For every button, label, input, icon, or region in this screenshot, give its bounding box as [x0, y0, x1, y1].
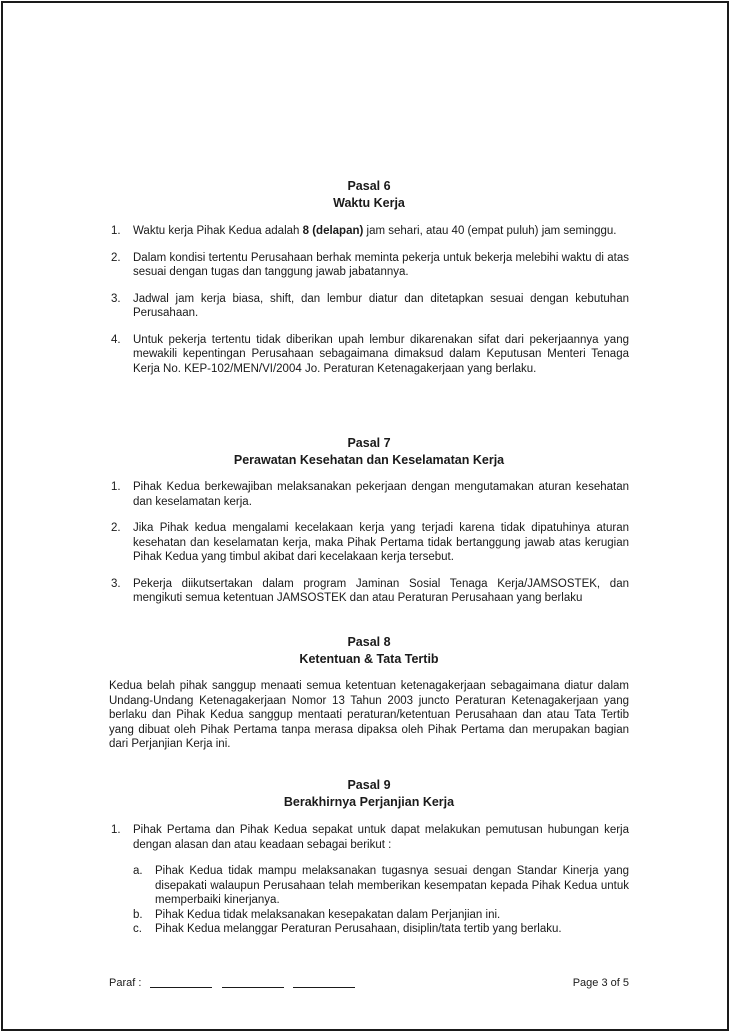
sub-list-item: c. Pihak Kedua melanggar Peraturan Perusahaan, disiplin/tata tertib yang berlaku.: [133, 923, 562, 935]
pasal-7-number: Pasal 7: [347, 436, 391, 450]
document-page: [1, 1, 729, 1031]
list-item: 1. Pihak Pertama dan Pihak Kedua sepakat untuk dapat melakukan pemutusan hubungan kerja dengan alasan dan atau keadaan sebagai berikut :: [111, 824, 629, 851]
pasal-6-title: Waktu Kerja: [333, 196, 405, 210]
pasal-6-number: Pasal 6: [347, 179, 391, 193]
paraf-blank-1: [150, 987, 212, 988]
pasal-7-list: [109, 480, 629, 606]
pasal-9-section: [109, 777, 629, 937]
pasal-9-title: Berakhirnya Perjanjian Kerja: [283, 795, 455, 809]
pasal-9-list: [109, 823, 629, 852]
list-item: 3. Pekerja diikutsertakan dalam program Jaminan Sosial Tenaga Kerja/JAMSOSTEK, dan mengikuti semua ketentuan JAMSOSTEK dan atau Peraturan Perusahaan yang berlaku: [111, 577, 629, 604]
pasal-7-title: Perawatan Kesehatan dan Keselamatan Kerja: [233, 453, 505, 467]
pasal-8-paragraph: Kedua belah pihak sanggup menaati semua ketentuan ketenagakerjaan sebagaimana diatur dalam Undang-Undang Ketenagakerjaan Nomor 13 Tahun 2003 juncto Peraturan Ketenagakerjaan yang berlaku dan Pihak Kedua sanggup mentaati peraturan/ketentuan Perusahaan dan atau Tata Tertib yang dibuat oleh Pihak Pertama tanpa merasa dipaksa oleh Pihak Pertama dan merupakan bagian dari Perjanjian Kerja ini.: [109, 680, 629, 750]
sub-list-item: b. Pihak Kedua tidak melaksanakan kesepakatan dalam Perjanjian ini.: [133, 908, 501, 921]
pasal-8-section: [109, 634, 629, 752]
list-item: 1. Waktu kerja Pihak Kedua adalah 8 (delapan) jam sehari, atau 40 (empat puluh) jam seminggu.: [111, 225, 617, 237]
pasal-9-sublist: [109, 864, 629, 937]
pasal-8-title: Ketentuan & Tata Tertib: [299, 652, 439, 666]
page-number: Page 3 of 5: [572, 977, 629, 989]
pasal-6-list: [109, 224, 629, 376]
sub-list-item: a. Pihak Kedua tidak mampu melaksanakan tugasnya sesuai dengan Standar Kinerja yang disepakati walaupun Perusahaan telah memberikan kesempatan kepada Pihak Kedua untuk memperbaiki kinerjanya.: [133, 865, 629, 906]
list-item: 2. Dalam kondisi tertentu Perusahaan berhak meminta pekerja untuk bekerja melebihi waktu di atas sesuai dengan tugas dan tanggung jawab jabatannya.: [111, 251, 629, 278]
pasal-9-number: Pasal 9: [347, 778, 391, 792]
list-item: 2. Jika Pihak kedua mengalami kecelakaan kerja yang terjadi karena tidak dipatuhinya aturan kesehatan dan keselamatan kerja, maka Pihak Pertama tidak bertanggung jawab atas kerugian Pihak Kedua yang timbul akibat dari kecelakaan kerja tersebut.: [111, 522, 629, 563]
list-item: 4. Untuk pekerja tertentu tidak diberikan upah lembur dikarenakan sifat dari pekerjaannya yang mewakili kepentingan Perusahaan sebagaimana dimaksud dalam Keputusan Menteri Tenaga Kerja No. KEP-102/MEN/VI/2004 Jo. Peraturan Ketenagakerjaan yang berlaku.: [111, 333, 629, 375]
paraf-blank-2: [222, 987, 284, 988]
list-item: 3. Jadwal jam kerja biasa, shift, dan lembur diatur dan ditetapkan sesuai dengan kebutuhan Perusahaan.: [111, 292, 629, 319]
pasal-6-section: [109, 178, 629, 376]
list-item: 1. Pihak Kedua berkewajiban melaksanakan pekerjaan dengan mengutamakan aturan kesehatan dan keselamatan kerja.: [111, 481, 629, 508]
paraf-label: Paraf :: [109, 977, 142, 989]
paraf-blank-3: [293, 987, 355, 988]
page-footer: [109, 976, 629, 990]
pasal-7-section: [109, 435, 629, 606]
pasal-8-number: Pasal 8: [347, 635, 391, 649]
